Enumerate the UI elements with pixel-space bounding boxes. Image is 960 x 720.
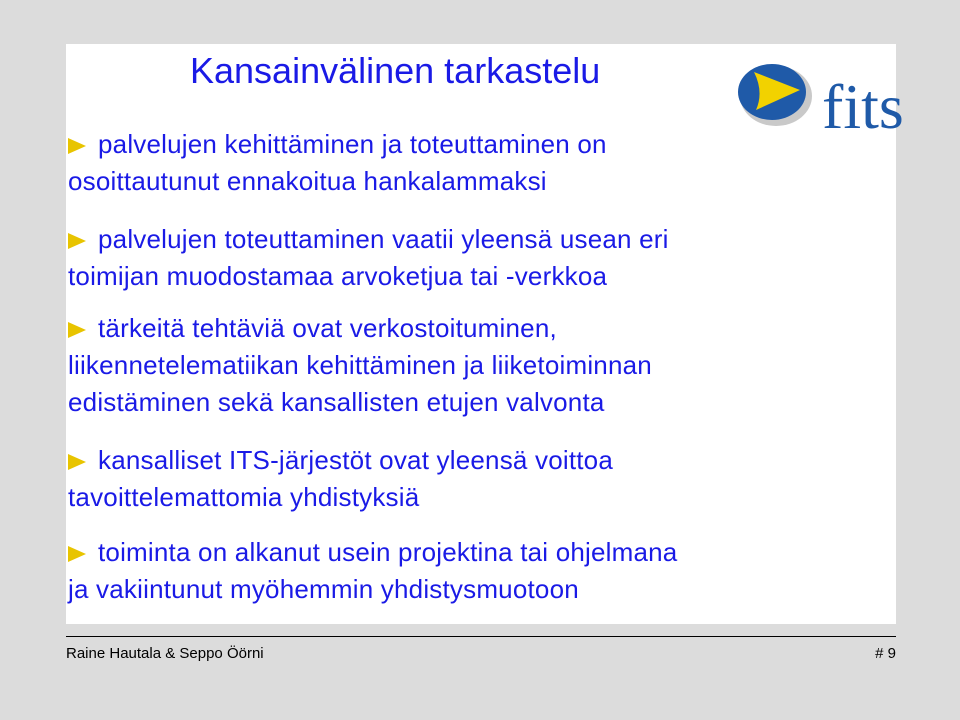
page-number: # 9 <box>875 645 896 662</box>
bullet-item <box>68 221 888 295</box>
bullet-item <box>68 534 888 608</box>
bullet-line: tärkeitä tehtäviä ovat verkostoituminen, <box>98 313 557 343</box>
bullet-line: liikennetelematiikan kehittäminen ja liiketoiminnan <box>68 350 652 380</box>
bullet-line: toimijan muodostamaa arvoketjua tai -verkkoa <box>68 261 608 291</box>
bullet-item <box>68 310 888 421</box>
bullet-line: ja vakiintunut myöhemmin yhdistysmuotoon <box>68 574 579 604</box>
bullet-line: palvelujen kehittäminen ja toteuttaminen on <box>98 129 607 159</box>
bullet-line: toiminta on alkanut usein projektina tai ohjelmana <box>98 537 678 567</box>
bullet-line: edistäminen sekä kansallisten etujen valvonta <box>68 387 605 417</box>
slide-title: Kansainvälinen tarkastelu <box>190 50 601 91</box>
bullet-line: osoittautunut ennakoitua hankalammaksi <box>68 166 547 196</box>
footer-divider <box>66 636 896 637</box>
bullet-item <box>68 442 888 516</box>
footer-authors: Raine Hautala & Seppo Öörni <box>66 645 264 662</box>
bullet-line: kansalliset ITS-järjestöt ovat yleensä voittoa <box>98 445 613 475</box>
bullet-item <box>68 126 888 200</box>
bullet-line: tavoittelemattomia yhdistyksiä <box>68 482 420 512</box>
bullet-line: palvelujen toteuttaminen vaatii yleensä usean eri <box>98 224 669 254</box>
logo-text: fits <box>822 71 904 142</box>
